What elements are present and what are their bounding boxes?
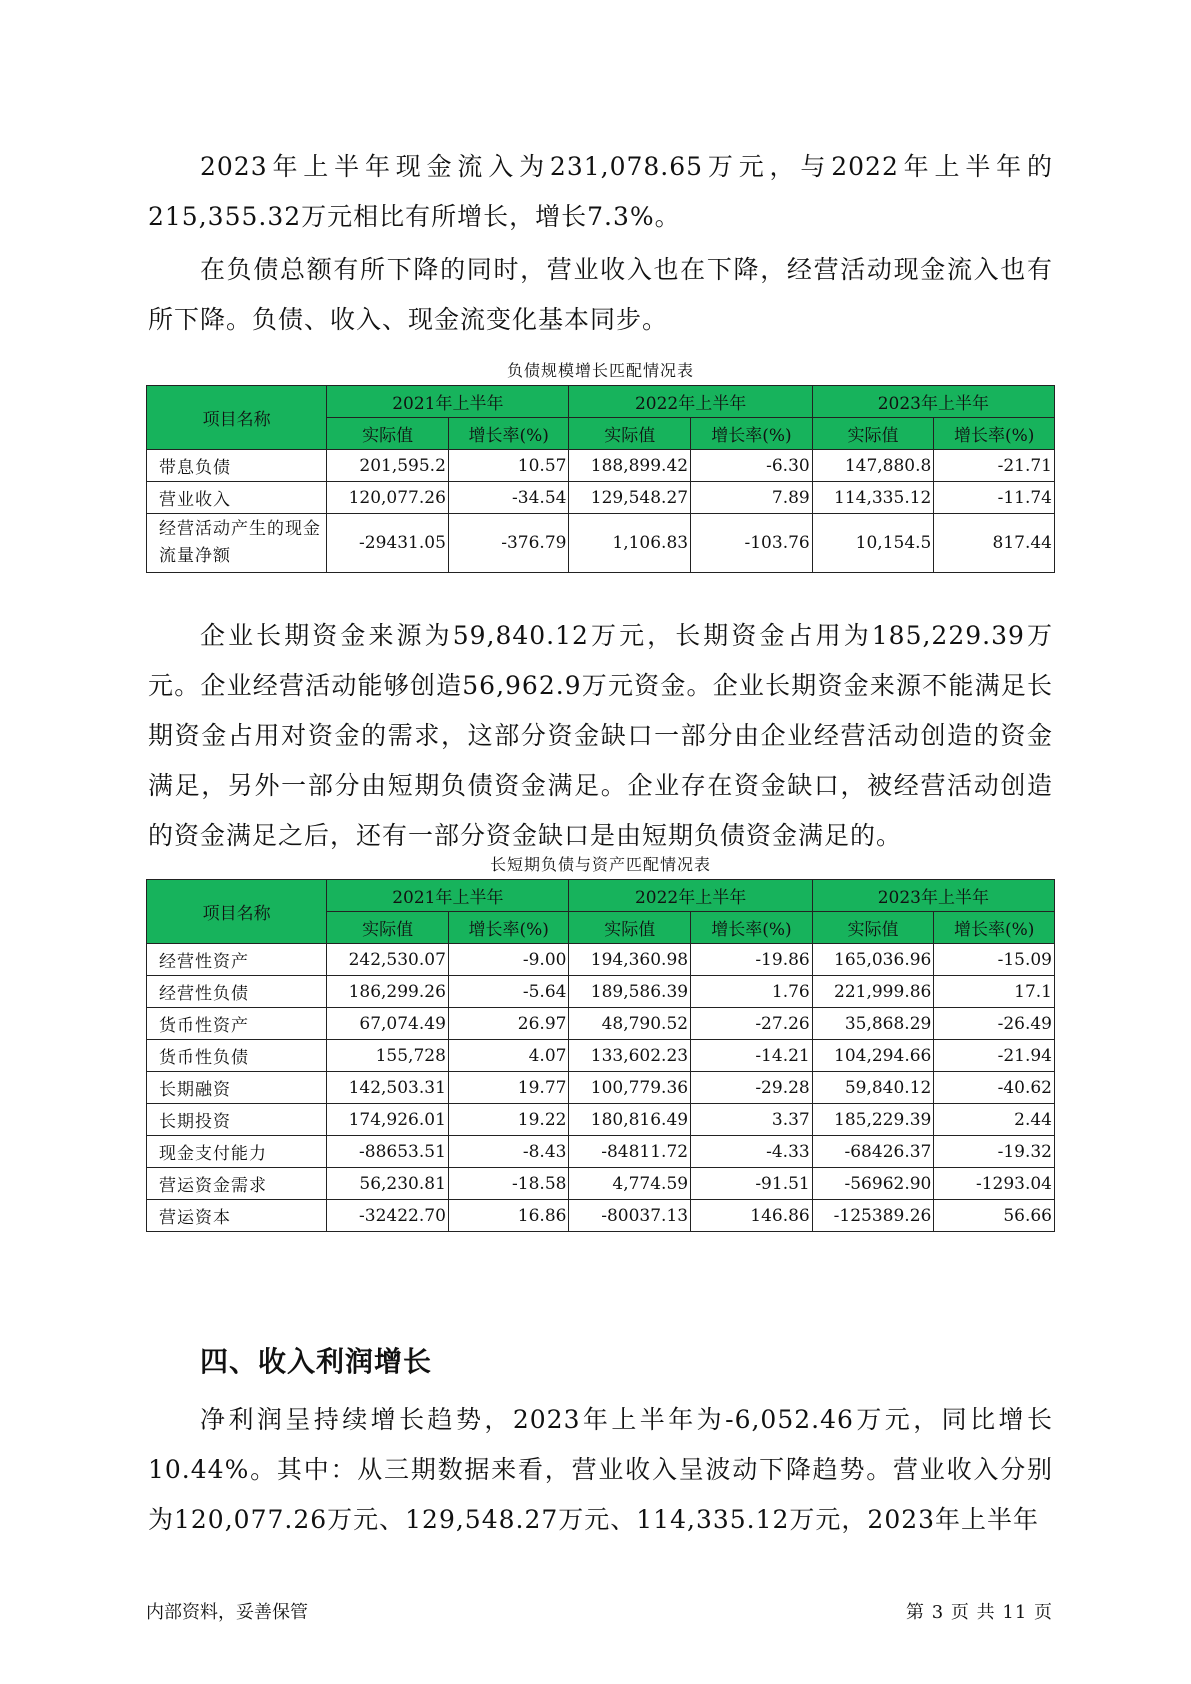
cell-value: -376.79: [448, 514, 569, 573]
debt-scale-table: [146, 385, 1055, 573]
row-label: 长期投资: [147, 1104, 327, 1136]
table-row: [147, 1104, 1055, 1136]
cell-value: -11.74: [934, 482, 1055, 514]
cell-value: -4.33: [691, 1136, 813, 1168]
cell-value: 19.22: [448, 1104, 569, 1136]
cell-value: 180,816.49: [569, 1104, 691, 1136]
paragraph-net-profit: 净利润呈持续增长趋势，2023年上半年为-6,052.46万元，同比增长10.44%。其中：从三期数据来看，营业收入呈波动下降趋势。营业收入分别为120,077.26万元、129,548.27万元、114,335.12万元，2023年上半年: [148, 1405, 1053, 1534]
header-actual: 实际值: [569, 912, 691, 944]
asset-liability-match-table: [146, 879, 1055, 1232]
row-label: 货币性负债: [147, 1040, 327, 1072]
row-label: 经营性负债: [147, 976, 327, 1008]
header-actual: 实际值: [327, 912, 449, 944]
cell-value: 174,926.01: [327, 1104, 449, 1136]
cell-value: -26.49: [934, 1008, 1055, 1040]
section-heading: 四、收入利润增长: [200, 1345, 433, 1378]
cell-value: 35,868.29: [812, 1008, 934, 1040]
cell-value: -6.30: [691, 450, 813, 482]
cell-value: -29431.05: [327, 514, 449, 573]
cell-value: -68426.37: [812, 1136, 934, 1168]
cell-value: 146.86: [691, 1200, 813, 1232]
cell-value: -29.28: [691, 1072, 813, 1104]
header-growth: 增长率(%): [934, 912, 1055, 944]
table-row: [147, 514, 1055, 573]
cell-value: -1293.04: [934, 1168, 1055, 1200]
header-period-2021: 2021年上半年: [327, 386, 569, 418]
table-row: [147, 1040, 1055, 1072]
cell-value: 10,154.5: [812, 514, 934, 573]
header-period-2021: 2021年上半年: [327, 880, 569, 912]
cell-value: 142,503.31: [327, 1072, 449, 1104]
header-growth: 增长率(%): [448, 418, 569, 450]
cell-value: -18.58: [448, 1168, 569, 1200]
header-actual: 实际值: [327, 418, 449, 450]
cell-value: 194,360.98: [569, 944, 691, 976]
header-growth: 增长率(%): [934, 418, 1055, 450]
table-row: [147, 1168, 1055, 1200]
cell-value: -34.54: [448, 482, 569, 514]
row-label: 营运资金需求: [147, 1168, 327, 1200]
table-row: [147, 1200, 1055, 1232]
header-period-2023: 2023年上半年: [812, 386, 1054, 418]
cell-value: -125389.26: [812, 1200, 934, 1232]
table-row: [147, 450, 1055, 482]
row-label: 货币性资产: [147, 1008, 327, 1040]
header-actual: 实际值: [812, 912, 934, 944]
row-label: 营运资本: [147, 1200, 327, 1232]
cell-value: -19.32: [934, 1136, 1055, 1168]
cell-value: 114,335.12: [812, 482, 934, 514]
cell-value: -14.21: [691, 1040, 813, 1072]
header-item-name: 项目名称: [147, 386, 327, 450]
cell-value: 19.77: [448, 1072, 569, 1104]
cell-value: 185,229.39: [812, 1104, 934, 1136]
cell-value: 56,230.81: [327, 1168, 449, 1200]
cell-value: -27.26: [691, 1008, 813, 1040]
cell-value: -88653.51: [327, 1136, 449, 1168]
cell-value: 120,077.26: [327, 482, 449, 514]
cell-value: 242,530.07: [327, 944, 449, 976]
cell-value: -21.94: [934, 1040, 1055, 1072]
cell-value: -19.86: [691, 944, 813, 976]
cell-value: 165,036.96: [812, 944, 934, 976]
cell-value: 147,880.8: [812, 450, 934, 482]
header-period-2023: 2023年上半年: [812, 880, 1054, 912]
row-label: 营业收入: [147, 482, 327, 514]
cell-value: 56.66: [934, 1200, 1055, 1232]
cell-value: 1.76: [691, 976, 813, 1008]
cell-value: 188,899.42: [569, 450, 691, 482]
paragraph-liability-sync: 在负债总额有所下降的同时，营业收入也在下降，经营活动现金流入也有所下降。负债、收入、现金流变化基本同步。: [148, 255, 1053, 334]
row-label: 经营活动产生的现金流量净额: [147, 514, 327, 573]
cell-value: 67,074.49: [327, 1008, 449, 1040]
cell-value: 4.07: [448, 1040, 569, 1072]
cell-value: 100,779.36: [569, 1072, 691, 1104]
header-growth: 增长率(%): [448, 912, 569, 944]
table-row: [147, 482, 1055, 514]
cell-value: -15.09: [934, 944, 1055, 976]
cell-value: 201,595.2: [327, 450, 449, 482]
cell-value: 10.57: [448, 450, 569, 482]
row-label: 现金支付能力: [147, 1136, 327, 1168]
cell-value: 155,728: [327, 1040, 449, 1072]
header-period-2022: 2022年上半年: [569, 386, 812, 418]
cell-value: 48,790.52: [569, 1008, 691, 1040]
table-row: [147, 944, 1055, 976]
footer-confidential-note: 内部资料，妥善保管: [146, 1602, 308, 1623]
cell-value: -80037.13: [569, 1200, 691, 1232]
row-label: 经营性资产: [147, 944, 327, 976]
cell-value: -103.76: [691, 514, 813, 573]
table-row: [147, 1008, 1055, 1040]
cell-value: -9.00: [448, 944, 569, 976]
cell-value: 133,602.23: [569, 1040, 691, 1072]
cell-value: 221,999.86: [812, 976, 934, 1008]
row-label: 带息负债: [147, 450, 327, 482]
row-label: 长期融资: [147, 1072, 327, 1104]
header-item-name: 项目名称: [147, 880, 327, 944]
cell-value: -21.71: [934, 450, 1055, 482]
cell-value: 129,548.27: [569, 482, 691, 514]
cell-value: 59,840.12: [812, 1072, 934, 1104]
cell-value: 189,586.39: [569, 976, 691, 1008]
cell-value: 26.97: [448, 1008, 569, 1040]
cell-value: -8.43: [448, 1136, 569, 1168]
header-period-2022: 2022年上半年: [569, 880, 812, 912]
cell-value: -32422.70: [327, 1200, 449, 1232]
cell-value: 817.44: [934, 514, 1055, 573]
cell-value: 4,774.59: [569, 1168, 691, 1200]
paragraph-long-term-funding: 企业长期资金来源为59,840.12万元，长期资金占用为185,229.39万元。企业经营活动能够创造56,962.9万元资金。企业长期资金来源不能满足长期资金占用对资金的需求，这部分资金缺口一部分由企业经营活动创造的资金满足，另外一部分由短期负债资金满足。企业存在资金缺口，被经营活动创造的资金满足之后，还有一部分资金缺口是由短期负债资金满足的。: [148, 621, 1053, 850]
header-actual: 实际值: [812, 418, 934, 450]
cell-value: -84811.72: [569, 1136, 691, 1168]
cell-value: 104,294.66: [812, 1040, 934, 1072]
cell-value: 186,299.26: [327, 976, 449, 1008]
cell-value: -56962.90: [812, 1168, 934, 1200]
cell-value: 2.44: [934, 1104, 1055, 1136]
table-row: [147, 1072, 1055, 1104]
cell-value: 7.89: [691, 482, 813, 514]
cell-value: 3.37: [691, 1104, 813, 1136]
cell-value: 1,106.83: [569, 514, 691, 573]
header-growth: 增长率(%): [691, 418, 813, 450]
cell-value: -91.51: [691, 1168, 813, 1200]
table1-caption: 负债规模增长匹配情况表: [506, 361, 694, 380]
cell-value: 16.86: [448, 1200, 569, 1232]
header-growth: 增长率(%): [691, 912, 813, 944]
header-actual: 实际值: [569, 418, 691, 450]
cell-value: -40.62: [934, 1072, 1055, 1104]
table2-caption: 长短期负债与资产匹配情况表: [489, 855, 711, 874]
footer-page-number: 第 3 页 共 11 页: [906, 1602, 1053, 1623]
table-row: [147, 1136, 1055, 1168]
table-row: [147, 976, 1055, 1008]
paragraph-cash-inflow: 2023年上半年现金流入为231,078.65万元，与2022年上半年的215,355.32万元相比有所增长，增长7.3%。: [148, 152, 1053, 231]
cell-value: -5.64: [448, 976, 569, 1008]
cell-value: 17.1: [934, 976, 1055, 1008]
